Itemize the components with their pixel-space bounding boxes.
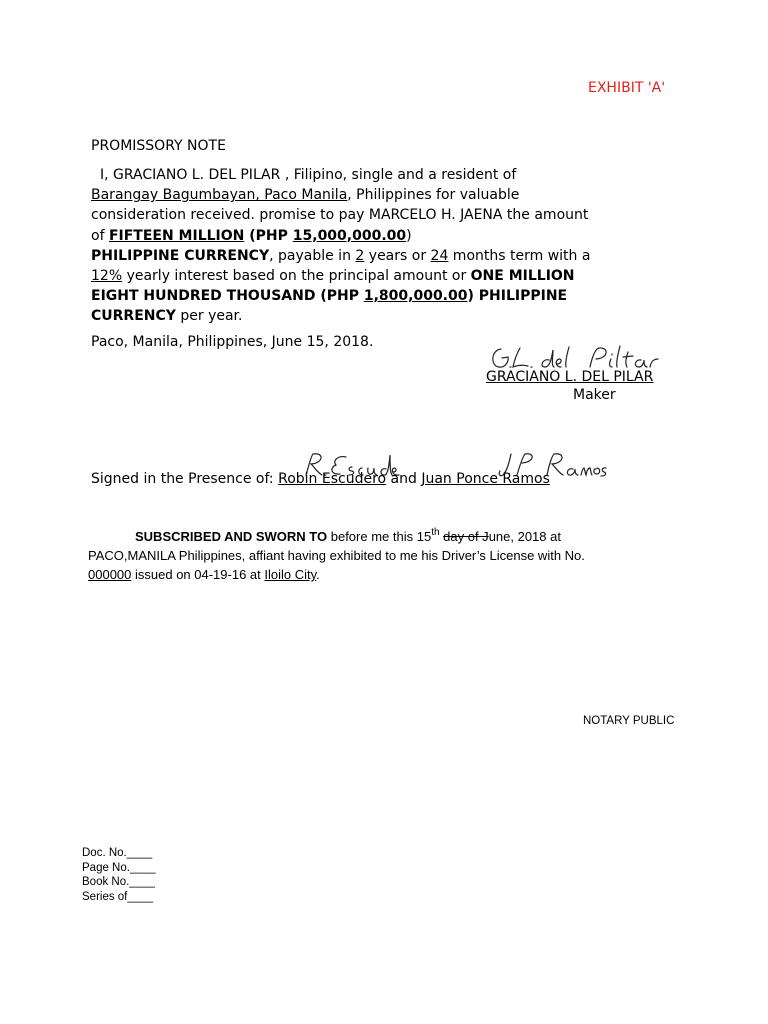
doc-no: Doc. No.____ — [82, 847, 153, 859]
body-line — [91, 165, 691, 185]
body-text: (PHP — [315, 288, 364, 305]
jurat-text: PACO,MANILA Philippines, affiant having exhibited to me his Driver’s License with No. — [88, 548, 585, 563]
body-line — [91, 205, 691, 225]
issue-place: Iloilo City — [264, 567, 317, 582]
license-number: 000000 — [88, 567, 132, 582]
body-text: consideration received. promise to pay MARCELO H. JAENA the amount — [91, 207, 589, 224]
book-no: Book No.____ — [82, 876, 155, 889]
jurat — [88, 527, 708, 584]
witness-line — [91, 471, 550, 487]
interest-rate: 12% — [91, 268, 123, 285]
witness-prefix: Signed in the Presence of: — [91, 471, 279, 487]
jurat-text: . — [316, 567, 320, 582]
notary-public-label: NOTARY PUBLIC — [583, 715, 675, 727]
maker-address: Barangay Bagumbayan, Paco Manila — [91, 187, 348, 204]
jurat-text: issued on 04-19-16 at — [131, 567, 265, 582]
witness2-name: Juan Ponce Ramos — [421, 471, 550, 487]
interest-amount: 1,800,000.00 — [363, 288, 468, 305]
body-line — [91, 266, 691, 286]
page-no: Page No.____ — [82, 861, 156, 874]
body-text: years or — [364, 247, 431, 264]
jurat-line — [88, 527, 708, 546]
jurat-struck-text: day of J — [443, 529, 489, 544]
maker-role: Maker — [573, 387, 616, 403]
witness-conj: and — [386, 471, 422, 487]
body-text: months term with a — [448, 247, 591, 264]
body-line — [91, 246, 691, 266]
series-of: Series of____ — [82, 890, 153, 903]
principal-amount: 15,000,000.00 — [292, 227, 407, 244]
body-text: yearly interest based on the principal amount or — [122, 268, 471, 285]
jurat-text: une, 2018 at — [488, 529, 561, 544]
principal-words: FIFTEEN MILLION — [108, 227, 245, 244]
body-line — [91, 306, 691, 326]
currency-text: PHILIPPINE CURRENCY — [91, 247, 270, 264]
jurat-lead: SUBSCRIBED AND SWORN TO — [135, 529, 328, 544]
jurat-line — [88, 546, 708, 565]
term-years: 2 — [355, 247, 365, 264]
currency-text: CURRENCY — [91, 308, 176, 325]
note-body — [91, 165, 691, 327]
body-text: , Philippines for valuable — [347, 187, 520, 204]
witness1-name: Robin Escudero — [278, 471, 387, 487]
exhibit-label: EXHIBIT 'A' — [588, 80, 666, 96]
jurat-ordinal: th — [431, 527, 440, 538]
jurat-line — [88, 565, 708, 584]
term-months: 24 — [430, 247, 449, 264]
maker-name: GRACIANO L. DEL PILAR — [486, 369, 654, 385]
jurat-text: before me this 15 — [327, 529, 432, 544]
body-text: , payable in — [269, 247, 356, 264]
body-text: of — [91, 227, 109, 244]
interest-words: EIGHT HUNDRED THOUSAND — [91, 288, 316, 305]
body-line — [91, 286, 691, 306]
body-line — [91, 185, 691, 205]
body-text: ) PHILIPPINE — [467, 288, 568, 305]
body-text: I, GRACIANO L. DEL PILAR , Filipino, single and a resident of — [100, 167, 517, 183]
body-text: per year. — [175, 308, 243, 325]
place-date-line: Paco, Manila, Philippines, June 15, 2018. — [91, 334, 374, 350]
body-line — [91, 226, 691, 246]
body-text: (PHP — [244, 227, 293, 244]
document-title: PROMISSORY NOTE — [91, 138, 226, 154]
notarial-register — [82, 846, 156, 904]
interest-words: ONE MILLION — [470, 268, 575, 285]
body-text: ) — [406, 227, 412, 244]
